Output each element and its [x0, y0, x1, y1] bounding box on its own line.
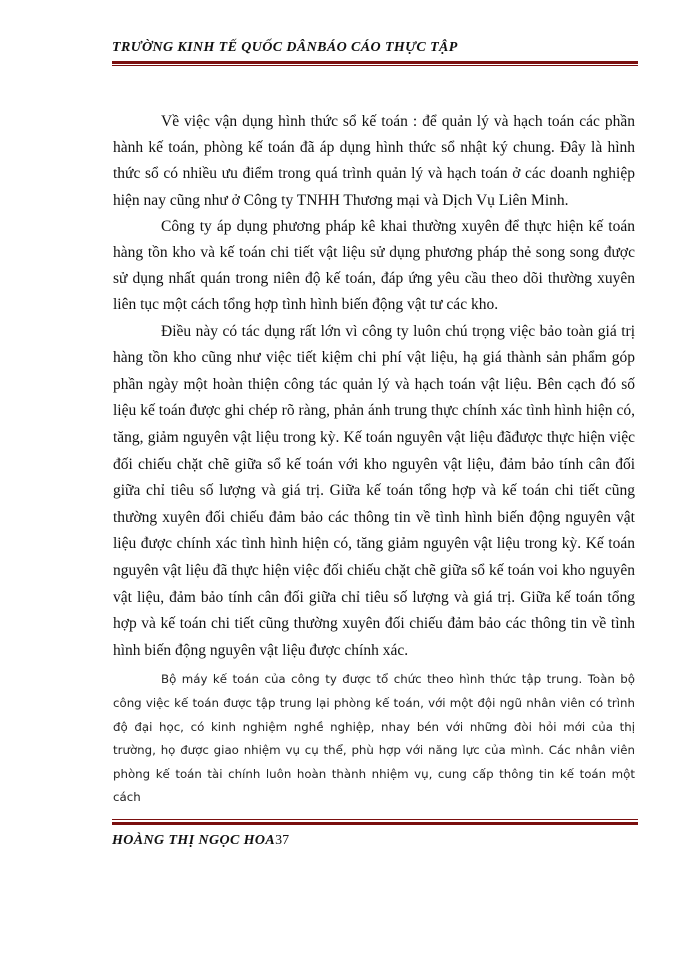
page-footer [112, 833, 289, 849]
header-rule-thin [112, 65, 638, 66]
paragraph-2: Công ty áp dụng phương pháp kê khai thường xuyên để thực hiện kế toán hàng tồn kho và kế toán chi tiết vật liệu sử dụng phương pháp thẻ song song được sử dụng nhất quán trong niên độ kế toán, đáp ứng yêu cầu theo dõi thường xuyên liên tục một cách tổng hợp tình hình biến động vật tư các kho. [113, 217, 635, 314]
footer-rule-thick [112, 822, 638, 825]
footer-author: HOÀNG THỊ NGỌC HOA [112, 833, 276, 848]
body-text [113, 109, 635, 805]
page-number: 37 [275, 833, 290, 848]
footer-rule-thin [112, 819, 638, 820]
header-rule-thick [112, 61, 638, 64]
page-header-title: TRƯỜNG KINH TẾ QUỐC DÂNBÁO CÁO THỰC TẬP [112, 40, 458, 55]
paragraph-4: Bộ máy kế toán của công ty được tổ chức theo hình thức tập trung. Toàn bộ công việc kế toán được tập trung lại phòng kế toán, với một đội ngũ nhân viên có trình độ đại học, có kinh nghiệm nghề nghiệp, nhay bén với những đòi hỏi mới của thị trường, họ được giao nhiệm vụ cụ thể, phù hợp với năng lực của mình. Các nhân viên phòng kế toán tài chính luôn hoàn thành nhiệm vụ, cung cấp thông tin kế toán một cách [113, 672, 635, 805]
paragraph-1: Về việc vận dụng hình thức sổ kế toán : để quản lý và hạch toán các phần hành kế toán, phòng kế toán đã áp dụng hình thức sổ nhật ký chung. Đây là hình thức sổ có nhiều ưu điểm trong quá trình quản lý và hạch toán ở các doanh nghiệp hiện nay cũng như ở Công ty TNHH Thương mại và Dịch Vụ Liên Minh. [113, 113, 635, 209]
paragraph-3: Điều này có tác dụng rất lớn vì công ty luôn chú trọng việc bảo toàn giá trị hàng tồn kho cũng như việc tiết kiệm chi phí vật liệu, hạ giá thành sản phẩm góp phần ngày một hoàn thiện công tác quản lý và hạch toán vật liệu. Bên cạch đó số liệu kế toán được ghi chép rõ ràng, phản ánh trung thực chính xác tình hình hiện có, tăng, giảm nguyên vật liệu trong kỳ. Kế toán nguyên vật liệu đãđược thực hiện việc đối chiếu chặt chẽ giữa sổ kế toán với kho nguyên vật liệu, đảm bảo tính cân đối giữa chỉ tiêu số lượng và giá trị. Giữa kế toán tổng hợp và kế toán chi tiết cũng thường xuyên đối chiếu đảm bảo các thông tin về tình hình biến động nguyên vật liệu được chính xác tình hình hiện có, tăng giảm nguyên vật liệu trong kỳ. Kế toán nguyên vật liệu đã thực hiện việc đối chiếu chặt chẽ giữa sổ kế toán voi kho nguyên vật liệu, đảm bảo tính cân đối giữa chỉ tiêu số lượng và giá trị. Giữa kế toán tổng hợp và kế toán chi tiết cũng thường xuyên đối chiếu đảm bảo các thông tin về tình hình biến động nguyên vật liệu được chính xác. [113, 322, 635, 659]
